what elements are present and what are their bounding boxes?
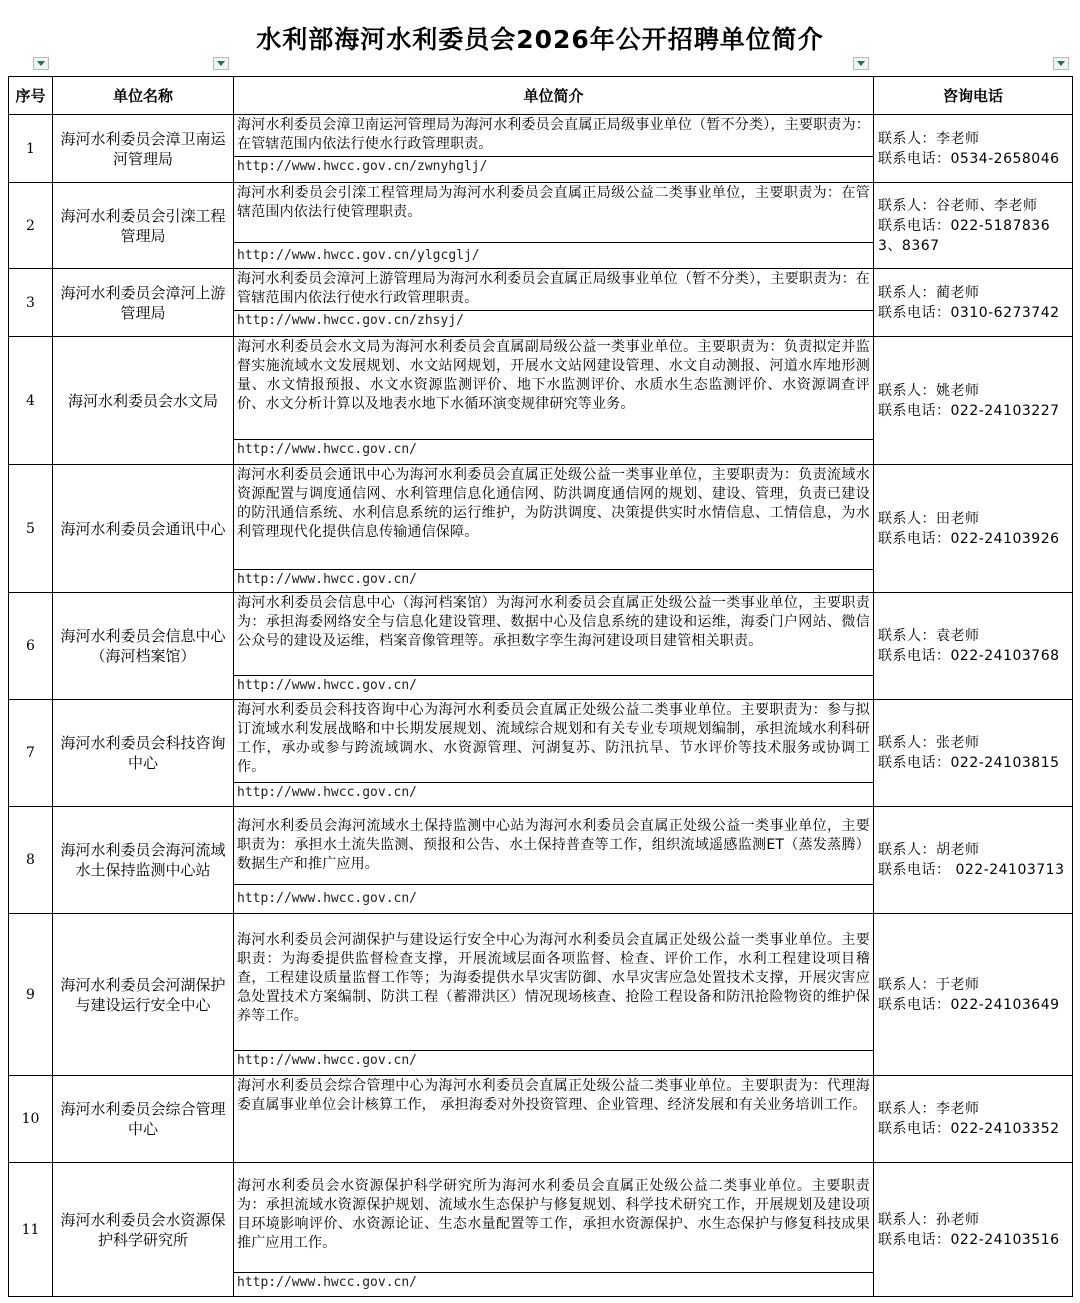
contact-phone: 联系电话：022-24103227 <box>878 402 1060 419</box>
unit-intro <box>234 115 874 183</box>
row-number: 5 <box>9 465 53 593</box>
unit-website-link[interactable]: http://www.hwcc.gov.cn/ <box>237 891 418 906</box>
contact-cell <box>874 593 1073 700</box>
unit-website-link[interactable]: http://www.hwcc.gov.cn/ <box>237 442 418 457</box>
header-intro: 单位简介 <box>234 77 874 115</box>
table-row <box>9 1076 1073 1163</box>
unit-intro <box>234 183 874 269</box>
unit-website-link[interactable]: http://www.hwcc.gov.cn/ <box>237 1275 418 1290</box>
table-row <box>9 115 1073 183</box>
filter-dropdown-icon[interactable] <box>213 57 229 70</box>
table-row <box>9 465 1073 593</box>
unit-intro <box>234 1163 874 1297</box>
table-row <box>9 337 1073 465</box>
unit-description: 海河水利委员会综合管理中心为海河水利委员会直属正处级公益二类事业单位。主要职责为：代理海委直属事业单位会计核算工作， 承担海委对外投资管理、企业管理、经济发展和有关业务培训工作。 <box>237 1078 870 1113</box>
contact-cell <box>874 337 1073 465</box>
filter-dropdown-icon[interactable] <box>33 57 49 70</box>
unit-intro <box>234 593 874 700</box>
table-row <box>9 914 1073 1076</box>
unit-name: 海河水利委员会信息中心（海河档案馆） <box>53 593 234 700</box>
contact-cell <box>874 807 1073 914</box>
unit-name: 海河水利委员会综合管理中心 <box>53 1076 234 1163</box>
row-number: 8 <box>9 807 53 914</box>
table-row <box>9 593 1073 700</box>
unit-intro <box>234 269 874 337</box>
row-number: 3 <box>9 269 53 337</box>
unit-intro <box>234 1076 874 1163</box>
unit-name: 海河水利委员会通讯中心 <box>53 465 234 593</box>
contact-person: 联系人：胡老师 <box>878 842 980 858</box>
unit-intro <box>234 914 874 1076</box>
contact-phone: 联系电话：022-24103926 <box>878 530 1060 547</box>
filter-dropdown-icon[interactable] <box>853 57 869 70</box>
contact-cell <box>874 465 1073 593</box>
contact-phone: 联系电话：022-51878363、8367 <box>878 217 1051 254</box>
unit-name: 海河水利委员会水文局 <box>53 337 234 465</box>
unit-name: 海河水利委员会水资源保护科学研究所 <box>53 1163 234 1297</box>
unit-description: 海河水利委员会海河流域水土保持监测中心站为海河水利委员会直属正处级公益一类事业单位，主要职责为：承担水土流失监测、预报和公告、水土保持普查等工作，组织流域遥感监测ET（蒸发蒸腾）数据生产和推广应用。 <box>234 807 873 885</box>
contact-person: 联系人：于老师 <box>878 976 980 993</box>
unit-name: 海河水利委员会漳河上游管理局 <box>53 269 234 337</box>
header-no: 序号 <box>9 77 53 115</box>
unit-website-link[interactable]: http://www.hwcc.gov.cn/ylgcglj/ <box>237 248 480 263</box>
unit-description: 海河水利委员会引滦工程管理局为海河水利委员会直属正局级公益二类事业单位，主要职责为：在管辖范围内依法行使管理职责。 <box>234 183 873 243</box>
contact-phone: 联系电话：022-24103815 <box>878 755 1060 771</box>
page-title: 水利部海河水利委员会2026年公开招聘单位简介 <box>256 25 824 54</box>
unit-name: 海河水利委员会河湖保护与建设运行安全中心 <box>53 914 234 1076</box>
contact-person: 联系人：孙老师 <box>878 1211 980 1228</box>
header-row <box>9 77 1073 115</box>
unit-intro <box>234 337 874 465</box>
table-row <box>9 807 1073 914</box>
unit-description: 海河水利委员会科技咨询中心为海河水利委员会直属正处级公益二类事业单位。主要职责为：参与拟订流域水利发展战略和中长期发展规划、流域综合规划和有关专业专项规划编制，承担流域水利科研工作，承办或参与跨流域调水、水资源管理、河湖复苏、防汛抗旱、节水评价等技术服务或协调工作。 <box>234 700 873 783</box>
table-row <box>9 183 1073 269</box>
contact-cell <box>874 183 1073 269</box>
row-number: 11 <box>9 1163 53 1297</box>
unit-description: 海河水利委员会通讯中心为海河水利委员会直属正处级公益一类事业单位，主要职责为：负责流域水资源配置与调度通信网、水利管理信息化通信网、防洪调度通信网的规划、建设、管理，负责已建设的防汛通信系统、水利信息系统的运行维护，为防洪调度、决策提供实时水情信息、工情信息，为水利管理现代化提供信息传输通信保障。 <box>234 465 873 570</box>
contact-phone: 联系电话：022-24103649 <box>878 996 1060 1013</box>
table-row <box>9 700 1073 807</box>
unit-website-link[interactable]: http://www.hwcc.gov.cn/zwnyhglj/ <box>237 159 488 174</box>
unit-description: 海河水利委员会漳河上游管理局为海河水利委员会直属正局级事业单位（暂不分类），主要职责为：在管辖范围内依法行使水行政管理职责。 <box>234 269 873 311</box>
unit-description: 海河水利委员会水资源保护科学研究所为海河水利委员会直属正处级公益二类事业单位。主要职责为：承担流域水资源保护规划、流域水生态保护与修复规划、科学技术研究工作，开展规划及建设项目环境影响评价、水资源论证、生态水量配置等工作，承担水资源保护、水生态保护与修复科技成果推广应用工作。 <box>234 1163 873 1273</box>
contact-person: 联系人：袁老师 <box>878 628 980 644</box>
contact-phone: 联系电话：022-24103768 <box>878 648 1060 664</box>
unit-name: 海河水利委员会漳卫南运河管理局 <box>53 115 234 183</box>
unit-intro <box>234 700 874 807</box>
unit-website-link[interactable]: http://www.hwcc.gov.cn/ <box>237 1053 418 1068</box>
contact-cell <box>874 115 1073 183</box>
contact-cell <box>874 700 1073 807</box>
units-table <box>8 76 1073 1297</box>
contact-phone: 联系电话：022-24103516 <box>878 1231 1060 1248</box>
row-number: 7 <box>9 700 53 807</box>
contact-phone: 联系电话：0534-2658046 <box>878 150 1060 167</box>
unit-name: 海河水利委员会引滦工程管理局 <box>53 183 234 269</box>
unit-website-link[interactable]: http://www.hwcc.gov.cn/ <box>237 678 418 693</box>
contact-phone: 联系电话：0310-6273742 <box>878 304 1060 321</box>
contact-cell <box>874 269 1073 337</box>
contact-person: 联系人：李老师 <box>878 130 980 147</box>
unit-description: 海河水利委员会漳卫南运河管理局为海河水利委员会直属正局级事业单位（暂不分类），主要职责为：在管辖范围内依法行使水行政管理职责。 <box>234 115 873 157</box>
table-row <box>9 1163 1073 1297</box>
unit-website-link[interactable]: http://www.hwcc.gov.cn/zhsyj/ <box>237 313 464 328</box>
unit-description: 海河水利委员会信息中心（海河档案馆）为海河水利委员会直属正处级公益一类事业单位，主要职责为：承担海委网络安全与信息化建设管理、数据中心及信息系统的建设和运维，海委门户网站、微信公众号的建设及运维，档案音像管理等。承担数字孪生海河建设项目建管相关职责。 <box>234 593 873 676</box>
row-number: 10 <box>9 1076 53 1163</box>
row-number: 2 <box>9 183 53 269</box>
contact-cell <box>874 1076 1073 1163</box>
unit-intro <box>234 807 874 914</box>
unit-name: 海河水利委员会海河流域水土保持监测中心站 <box>53 807 234 914</box>
contact-person: 联系人：李老师 <box>878 1101 980 1117</box>
row-number: 4 <box>9 337 53 465</box>
contact-phone: 联系电话： 022-24103713 <box>878 862 1065 878</box>
contact-person: 联系人：谷老师、李老师 <box>878 197 1038 214</box>
table-row <box>9 269 1073 337</box>
contact-person: 联系人：姚老师 <box>878 382 980 399</box>
row-number: 6 <box>9 593 53 700</box>
contact-person: 联系人：田老师 <box>878 510 980 527</box>
unit-name: 海河水利委员会科技咨询中心 <box>53 700 234 807</box>
contact-cell <box>874 914 1073 1076</box>
contact-phone: 联系电话：022-24103352 <box>878 1121 1060 1137</box>
unit-website-link[interactable]: http://www.hwcc.gov.cn/ <box>237 785 418 800</box>
unit-description: 海河水利委员会河湖保护与建设运行安全中心为海河水利委员会直属正处级公益一类事业单位。主要职责：为海委提供监督检查支撑，开展流域层面各项监督、检查、评价工作，水利工程建设项目稽查，工程建设质量监督工作等；为海委提供水旱灾害防御、水旱灾害应急处置技术支撑，开展灾害应急处置技术方案编制、防洪工程（蓄滞洪区）情况现场核查、抢险工程设备和防汛抢险物资的维护保养等工作。 <box>234 914 873 1051</box>
unit-website-link[interactable]: http://www.hwcc.gov.cn/ <box>237 572 418 587</box>
row-number: 1 <box>9 115 53 183</box>
unit-description: 海河水利委员会水文局为海河水利委员会直属副局级公益一类事业单位。主要职责为：负责拟定并监督实施流域水文发展规划、水文站网规划，开展水文站网建设管理、水文自动测报、河道水库地形测量、水文情报预报、水文水资源监测评价、地下水监测评价、水质水生态监测评价、水资源调查评价、水文分析计算以及地表水地下水循环演变规律研究等业务。 <box>234 337 873 440</box>
contact-person: 联系人：蔺老师 <box>878 284 980 301</box>
filter-dropdown-icon[interactable] <box>1053 57 1069 70</box>
unit-intro <box>234 465 874 593</box>
row-number: 9 <box>9 914 53 1076</box>
contact-cell <box>874 1163 1073 1297</box>
contact-person: 联系人：张老师 <box>878 735 980 751</box>
header-phone: 咨询电话 <box>874 77 1073 115</box>
header-name: 单位名称 <box>53 77 234 115</box>
